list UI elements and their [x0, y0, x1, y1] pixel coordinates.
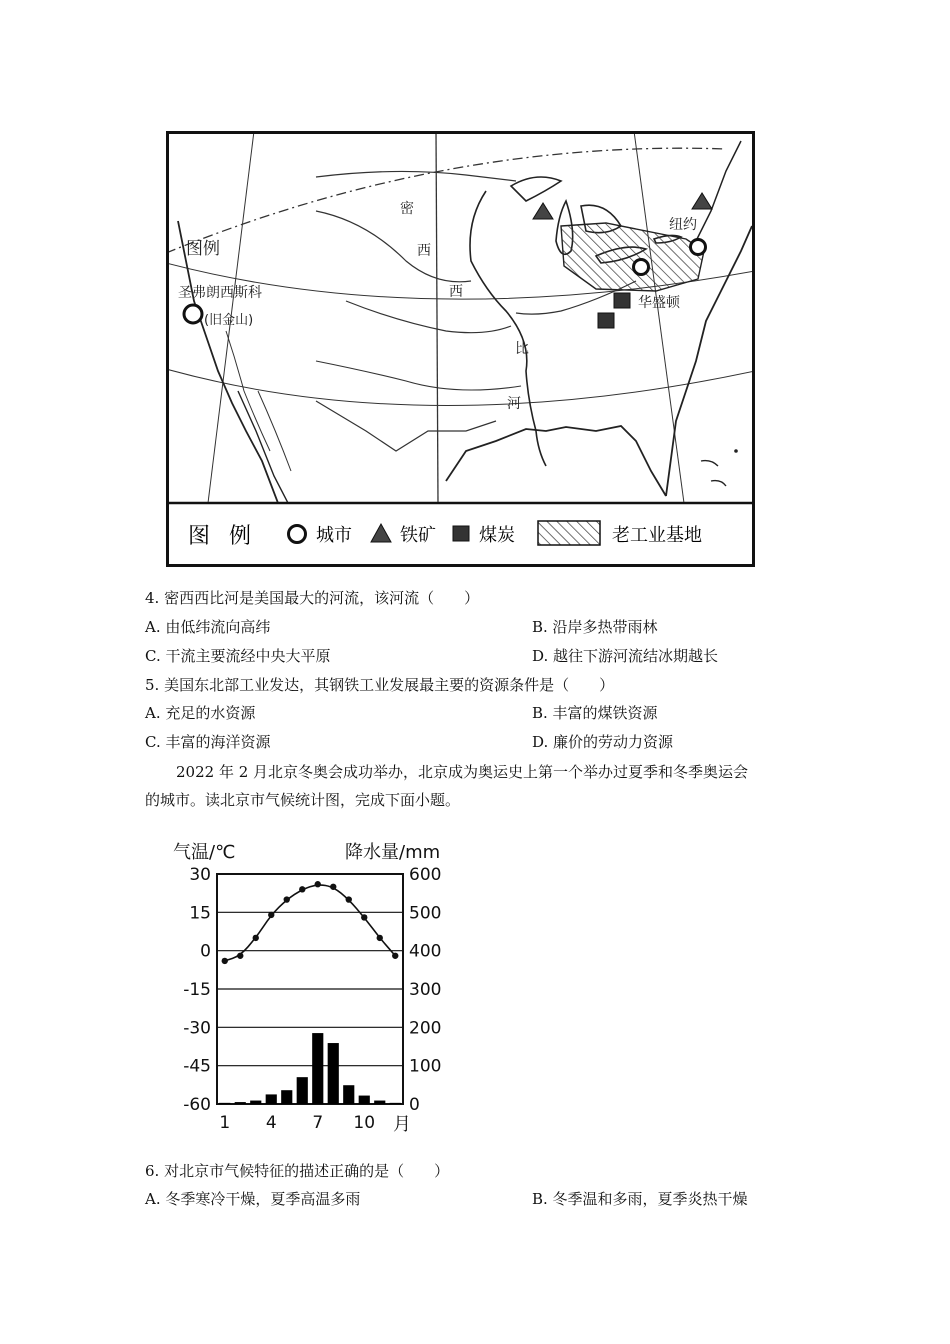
- precip-tick-label: 100: [409, 1056, 442, 1077]
- river-char-1: 密: [400, 201, 414, 217]
- intro-line-2: 的城市。读北京市气候统计图，完成下面小题。: [145, 791, 461, 809]
- temp-tick-label: 30: [189, 865, 211, 885]
- precip-bar: [235, 1102, 246, 1104]
- beijing-climate-chart: [165, 832, 465, 1142]
- legend-old-industrial-icon: [538, 521, 600, 545]
- q5-option-a[interactable]: A. 充足的水资源: [145, 704, 256, 722]
- temperature-line: [225, 885, 396, 961]
- temp-axis-title: 气温/℃: [173, 842, 236, 863]
- legend-city-label: 城市: [316, 525, 352, 546]
- map-frame: [168, 133, 754, 566]
- precip-bar: [359, 1096, 370, 1104]
- precip-bar: [297, 1077, 308, 1104]
- q4-option-d[interactable]: D. 越往下游河流结冰期越长: [532, 647, 719, 665]
- temp-tick-label: -45: [183, 1056, 211, 1077]
- temperature-point: [284, 896, 290, 902]
- x-axis-unit: 月: [393, 1114, 411, 1135]
- river-char-3: 西: [449, 284, 463, 300]
- precip-bar: [266, 1094, 277, 1104]
- legend-old-industrial-label: 老工业基地: [612, 525, 702, 546]
- month-tick-label: 4: [265, 1113, 277, 1133]
- temp-tick-label: -60: [183, 1095, 211, 1115]
- precip-bar: [328, 1043, 339, 1104]
- river-char-5: 河: [507, 396, 521, 412]
- legend-coal-icon: [453, 526, 469, 541]
- city-label-washington: 华盛顿: [638, 295, 680, 311]
- precip-bar: [374, 1101, 385, 1104]
- q6-option-b[interactable]: B. 冬季温和多雨，夏季炎热干燥: [532, 1190, 748, 1208]
- temp-tick-label: -15: [183, 980, 211, 1000]
- q4-option-b[interactable]: B. 沿岸多热带雨林: [532, 618, 658, 636]
- precip-tick-label: 200: [409, 1018, 442, 1039]
- precip-tick-label: 0: [409, 1095, 420, 1115]
- intro-line-1: 2022 年 2 月北京冬奥会成功举办，北京成为奥运史上第一个举办过夏季和冬季奥运会: [176, 763, 749, 781]
- city-san-francisco-marker: [184, 305, 202, 323]
- precip-bar: [343, 1085, 354, 1104]
- temperature-point: [222, 958, 228, 964]
- temperature-point: [299, 886, 305, 892]
- map-inset-legend-label: 图例: [186, 239, 220, 259]
- coal-icon: [598, 313, 614, 328]
- precip-bar: [312, 1033, 323, 1104]
- temp-tick-label: 15: [189, 903, 211, 924]
- temperature-point: [253, 935, 259, 941]
- temperature-point: [392, 953, 398, 959]
- coal-icon: [614, 293, 630, 308]
- river-char-2: 西: [417, 243, 431, 259]
- temperature-point: [346, 896, 352, 902]
- precip-bar: [219, 1103, 230, 1104]
- question-4-stem: 4. 密西西比河是美国最大的河流，该河流（ ）: [145, 589, 480, 607]
- legend-city-icon: [289, 526, 306, 543]
- temperature-point: [315, 881, 321, 887]
- city-new-york-marker: [691, 240, 706, 255]
- city-label-san-francisco: 圣弗朗西斯科: [178, 285, 262, 301]
- precip-tick-label: 600: [409, 865, 442, 885]
- q5-option-b[interactable]: B. 丰富的煤铁资源: [532, 704, 658, 722]
- temp-tick-label: 0: [200, 941, 211, 962]
- q5-option-c[interactable]: C. 丰富的海洋资源: [145, 733, 271, 751]
- precip-tick-label: 300: [409, 980, 442, 1000]
- month-tick-label: 1: [219, 1113, 231, 1133]
- q5-option-d[interactable]: D. 廉价的劳动力资源: [532, 733, 674, 751]
- q4-option-a[interactable]: A. 由低纬流向高纬: [145, 618, 271, 636]
- month-tick-label: 7: [312, 1113, 324, 1133]
- precip-axis-title: 降水量/mm: [345, 842, 441, 863]
- precip-bar: [390, 1103, 401, 1104]
- temperature-point: [237, 953, 243, 959]
- temperature-point: [377, 935, 383, 941]
- q6-option-a[interactable]: A. 冬季寒冷干燥，夏季高温多雨: [145, 1190, 361, 1208]
- question-5-stem: 5. 美国东北部工业发达，其钢铁工业发展最主要的资源条件是（ ）: [145, 676, 615, 694]
- precip-tick-label: 400: [409, 941, 442, 962]
- city-label-san-francisco-alt: (旧金山): [204, 313, 254, 328]
- usa-industry-map: [166, 131, 755, 567]
- temperature-point: [268, 912, 274, 918]
- legend-coal-label: 煤炭: [479, 525, 515, 546]
- legend-iron-label: 铁矿: [400, 525, 436, 546]
- precip-bar: [281, 1090, 292, 1104]
- q4-option-c[interactable]: C. 干流主要流经中央大平原: [145, 647, 331, 665]
- temperature-point: [330, 884, 336, 890]
- city-washington-area-marker: [634, 260, 649, 275]
- temp-tick-label: -30: [183, 1018, 211, 1039]
- precip-tick-label: 500: [409, 903, 442, 924]
- river-char-4: 比: [515, 341, 529, 357]
- question-6-stem: 6. 对北京市气候特征的描述正确的是（ ）: [145, 1162, 450, 1180]
- legend-title: 图 例: [188, 524, 257, 549]
- temperature-point: [361, 914, 367, 920]
- precip-bar: [250, 1101, 261, 1104]
- month-tick-label: 10: [353, 1113, 376, 1133]
- city-label-new-york: 纽约: [669, 217, 697, 233]
